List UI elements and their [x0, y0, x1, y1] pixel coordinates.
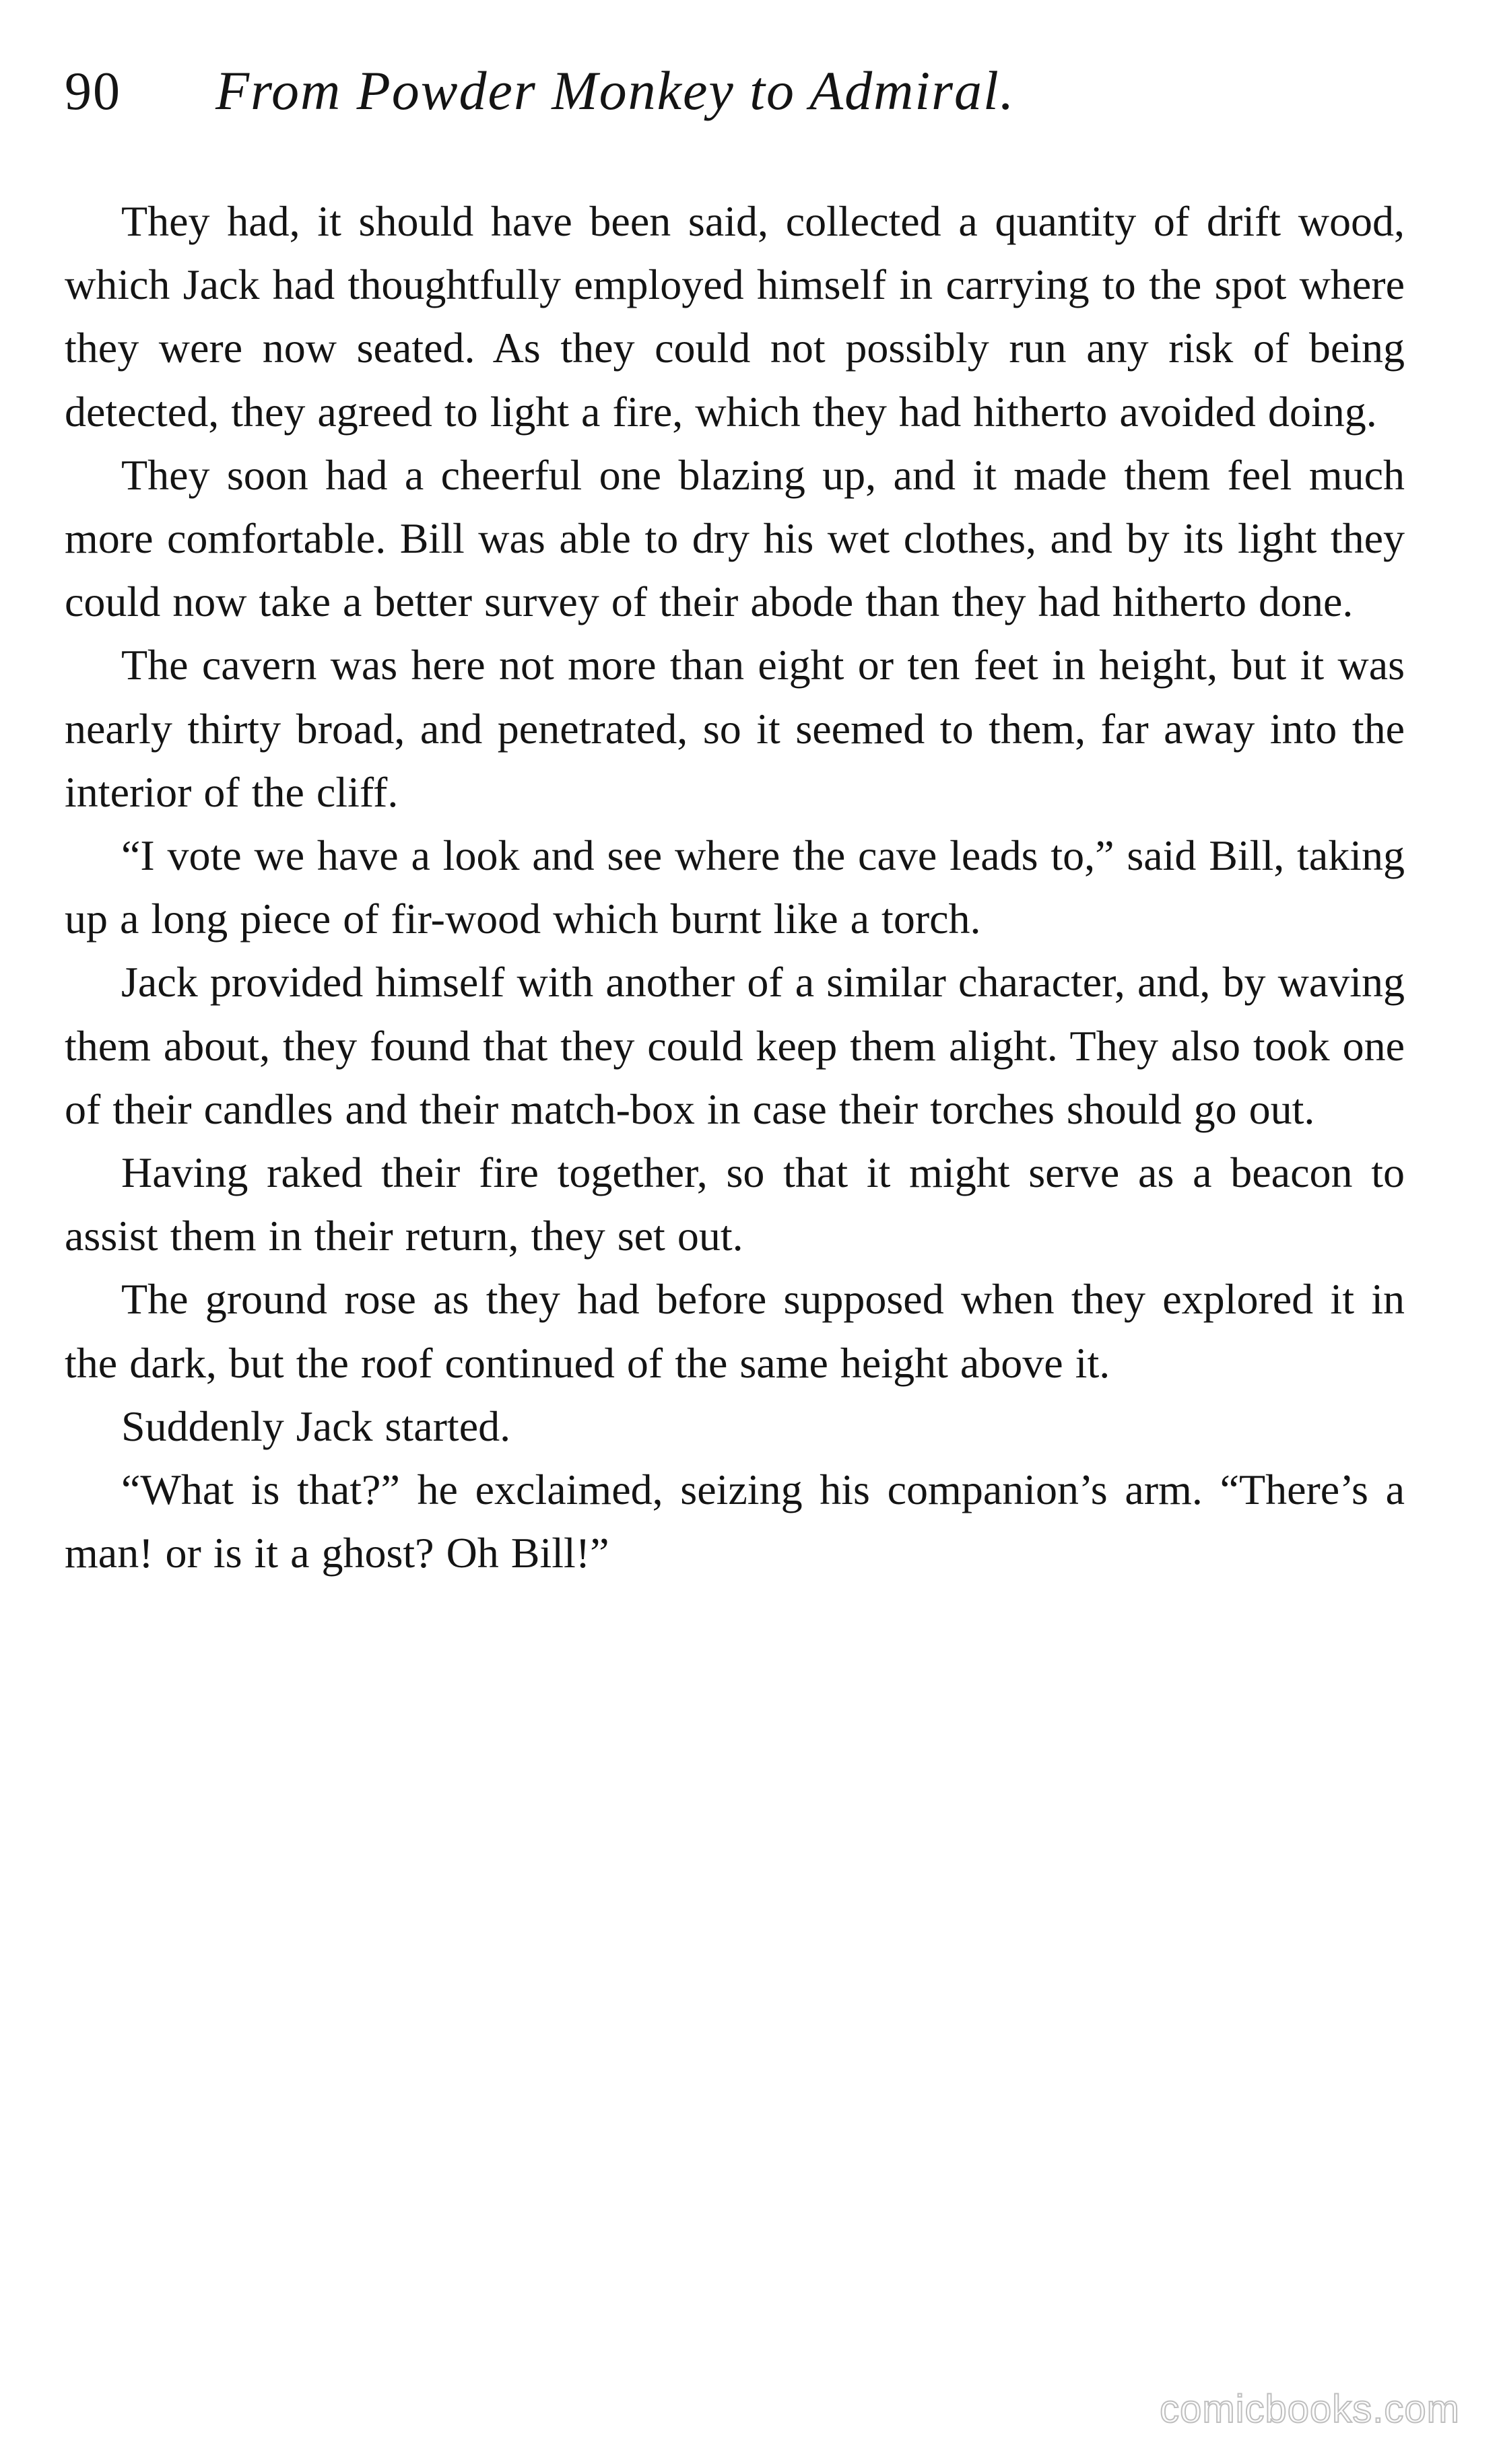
- paragraph: They had, it should have been said, collected a quantity of drift wood, which Jack had thoughtfully employed himself in carrying to the spot where they were now seated. As they could not possibly run any risk of being detected, they agreed to light a fire, which they had hitherto avoided doing.: [65, 197, 1405, 436]
- watermark: comicbooks.com: [1160, 2387, 1460, 2431]
- paragraph: The cavern was here not more than eight or ten feet in height, but it was nearly thirty broad, and penetrated, so it seemed to them, far away into the interior of the cliff.: [65, 641, 1405, 816]
- page-header: [65, 59, 1411, 153]
- paragraph: Having raked their fire together, so that it might serve as a beacon to assist them in their return, they set out.: [65, 1149, 1405, 1260]
- page-number: 90: [65, 62, 121, 121]
- paragraph: The ground rose as they had before supposed when they explored it in the dark, but the roof continued of the same height above it.: [65, 1275, 1405, 1387]
- body-text: [65, 190, 1405, 1585]
- paragraph: “I vote we have a look and see where the cave leads to,” said Bill, taking up a long piece of fir-wood which burnt like a torch.: [65, 831, 1405, 943]
- paragraph: “What is that?” he exclaimed, seizing his companion’s arm. “There’s a man! or is it a ghost? Oh Bill!”: [65, 1466, 1405, 1577]
- paragraph: They soon had a cheerful one blazing up, and it made them feel much more comfortable. Bill was able to dry his wet clothes, and by its light they could now take a better survey of their abode than they had hitherto done.: [65, 450, 1405, 626]
- paragraph: Jack provided himself with another of a similar character, and, by waving them about, they found that they could keep them alight. They also took one of their candles and their match-box in case their torches should go out.: [65, 958, 1405, 1133]
- paragraph: Suddenly Jack started.: [121, 1402, 511, 1450]
- running-title: From Powder Monkey to Admiral.: [215, 60, 1015, 121]
